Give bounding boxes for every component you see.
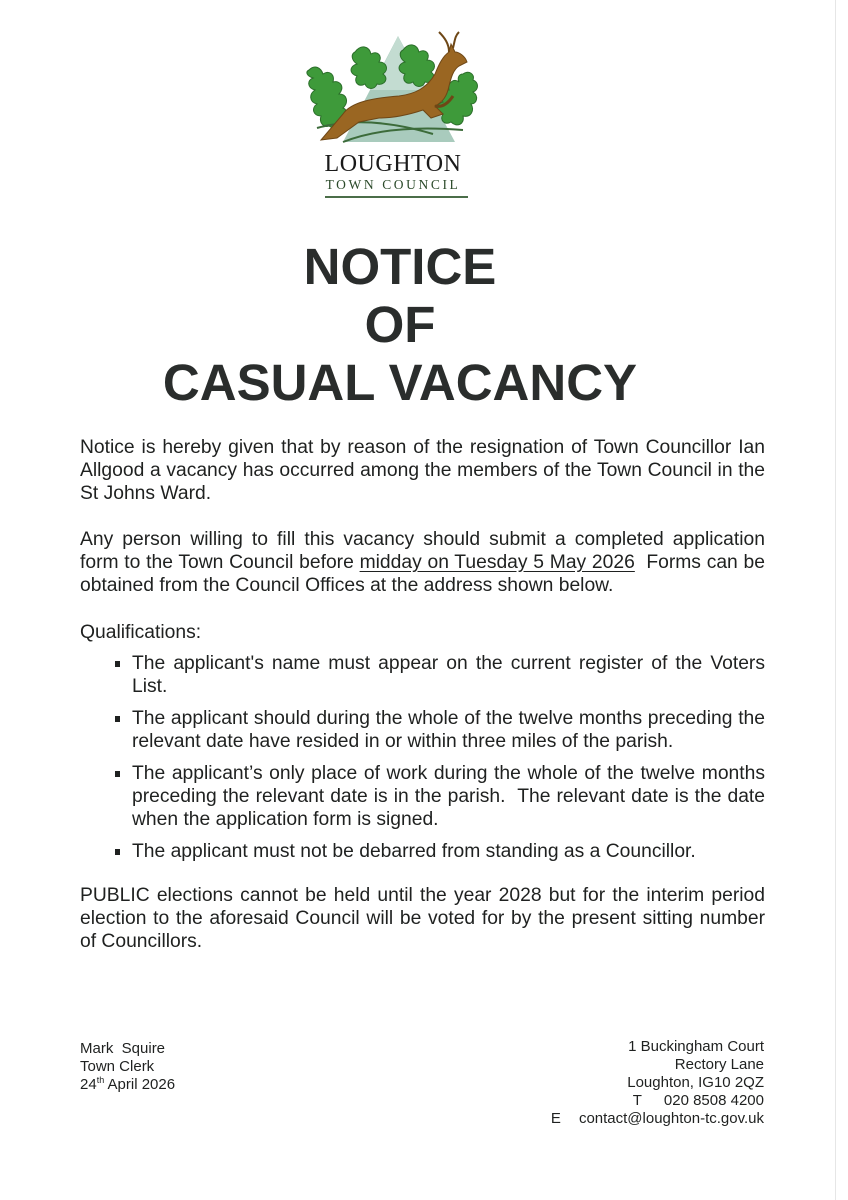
date-day: 24 xyxy=(80,1076,97,1093)
qualification-text: The applicant's name must appear on the current register of the Voters List. xyxy=(132,653,765,697)
title-line-1: NOTICE xyxy=(303,238,497,295)
application-text-after: Forms can be obtained from the Council Offices at the address shown below. xyxy=(80,552,771,596)
application-text-before: Any person willing to fill this vacancy should submit a completed application form to the Town Council before xyxy=(80,529,765,573)
intro-paragraph: Notice is hereby given that by reason of the resignation of Town Councillor Ian Allgood a vacancy has occurred among the members of the Town Council in the St Johns Ward. xyxy=(80,437,765,504)
phone-number: 020 8508 4200 xyxy=(663,1092,764,1109)
signature-block xyxy=(80,1040,175,1094)
qualification-item xyxy=(80,840,765,863)
logo-underline xyxy=(325,196,468,198)
application-deadline: midday on Tuesday 5 May 2026 xyxy=(359,552,635,573)
square-bullet-icon xyxy=(115,849,120,855)
application-paragraph xyxy=(80,528,771,597)
notice-title xyxy=(0,238,800,412)
qualification-item xyxy=(80,762,771,831)
square-bullet-icon xyxy=(115,661,120,667)
address-line-1: 1 Buckingham Court xyxy=(628,1038,764,1055)
logo-subtitle: TOWN COUNCIL xyxy=(325,177,461,192)
square-bullet-icon xyxy=(115,716,120,722)
qualification-text: The applicant must not be debarred from standing as a Councillor. xyxy=(132,841,696,862)
title-line-2: OF xyxy=(364,296,436,353)
square-bullet-icon xyxy=(115,771,120,777)
qualification-item xyxy=(80,707,765,753)
logo-name: LOUGHTON xyxy=(324,151,462,177)
date-month-year: April 2026 xyxy=(104,1076,176,1093)
notice-date xyxy=(80,1076,175,1094)
qualification-text: The applicant should during the whole of the twelve months preceding the relevant date have resided in or within three miles of the parish. xyxy=(132,708,765,752)
email-row xyxy=(500,1110,764,1128)
email-address[interactable]: contact@loughton-tc.gov.uk xyxy=(578,1110,764,1127)
clerk-name: Mark Squire xyxy=(80,1040,166,1057)
elections-paragraph: PUBLIC elections cannot be held until the year 2028 but for the interim period election to the aforesaid Council will be voted for by the present sitting number of Councillors. xyxy=(80,885,765,952)
title-line-3: CASUAL VACANCY xyxy=(162,354,638,411)
loughton-town-council-logo xyxy=(303,30,483,202)
date-suffix: th xyxy=(96,1075,105,1085)
phone-row xyxy=(500,1092,764,1110)
leaping-deer-emblem-icon xyxy=(303,30,483,152)
qualification-text: The applicant’s only place of work during the whole of the twelve months preceding the relevant date is in the parish. The relevant date is the date when the application form is signed. xyxy=(132,763,771,830)
email-label: E xyxy=(550,1110,561,1127)
qualifications-heading: Qualifications: xyxy=(80,622,202,643)
address-line-3: Loughton, IG10 2QZ xyxy=(627,1074,764,1091)
qualification-item xyxy=(80,652,765,698)
page-edge-line xyxy=(835,0,836,1200)
address-line-2: Rectory Lane xyxy=(674,1056,764,1073)
council-address-block xyxy=(500,1038,764,1128)
phone-label: T xyxy=(632,1092,642,1109)
clerk-role: Town Clerk xyxy=(80,1058,155,1075)
qualifications-list xyxy=(80,652,771,872)
